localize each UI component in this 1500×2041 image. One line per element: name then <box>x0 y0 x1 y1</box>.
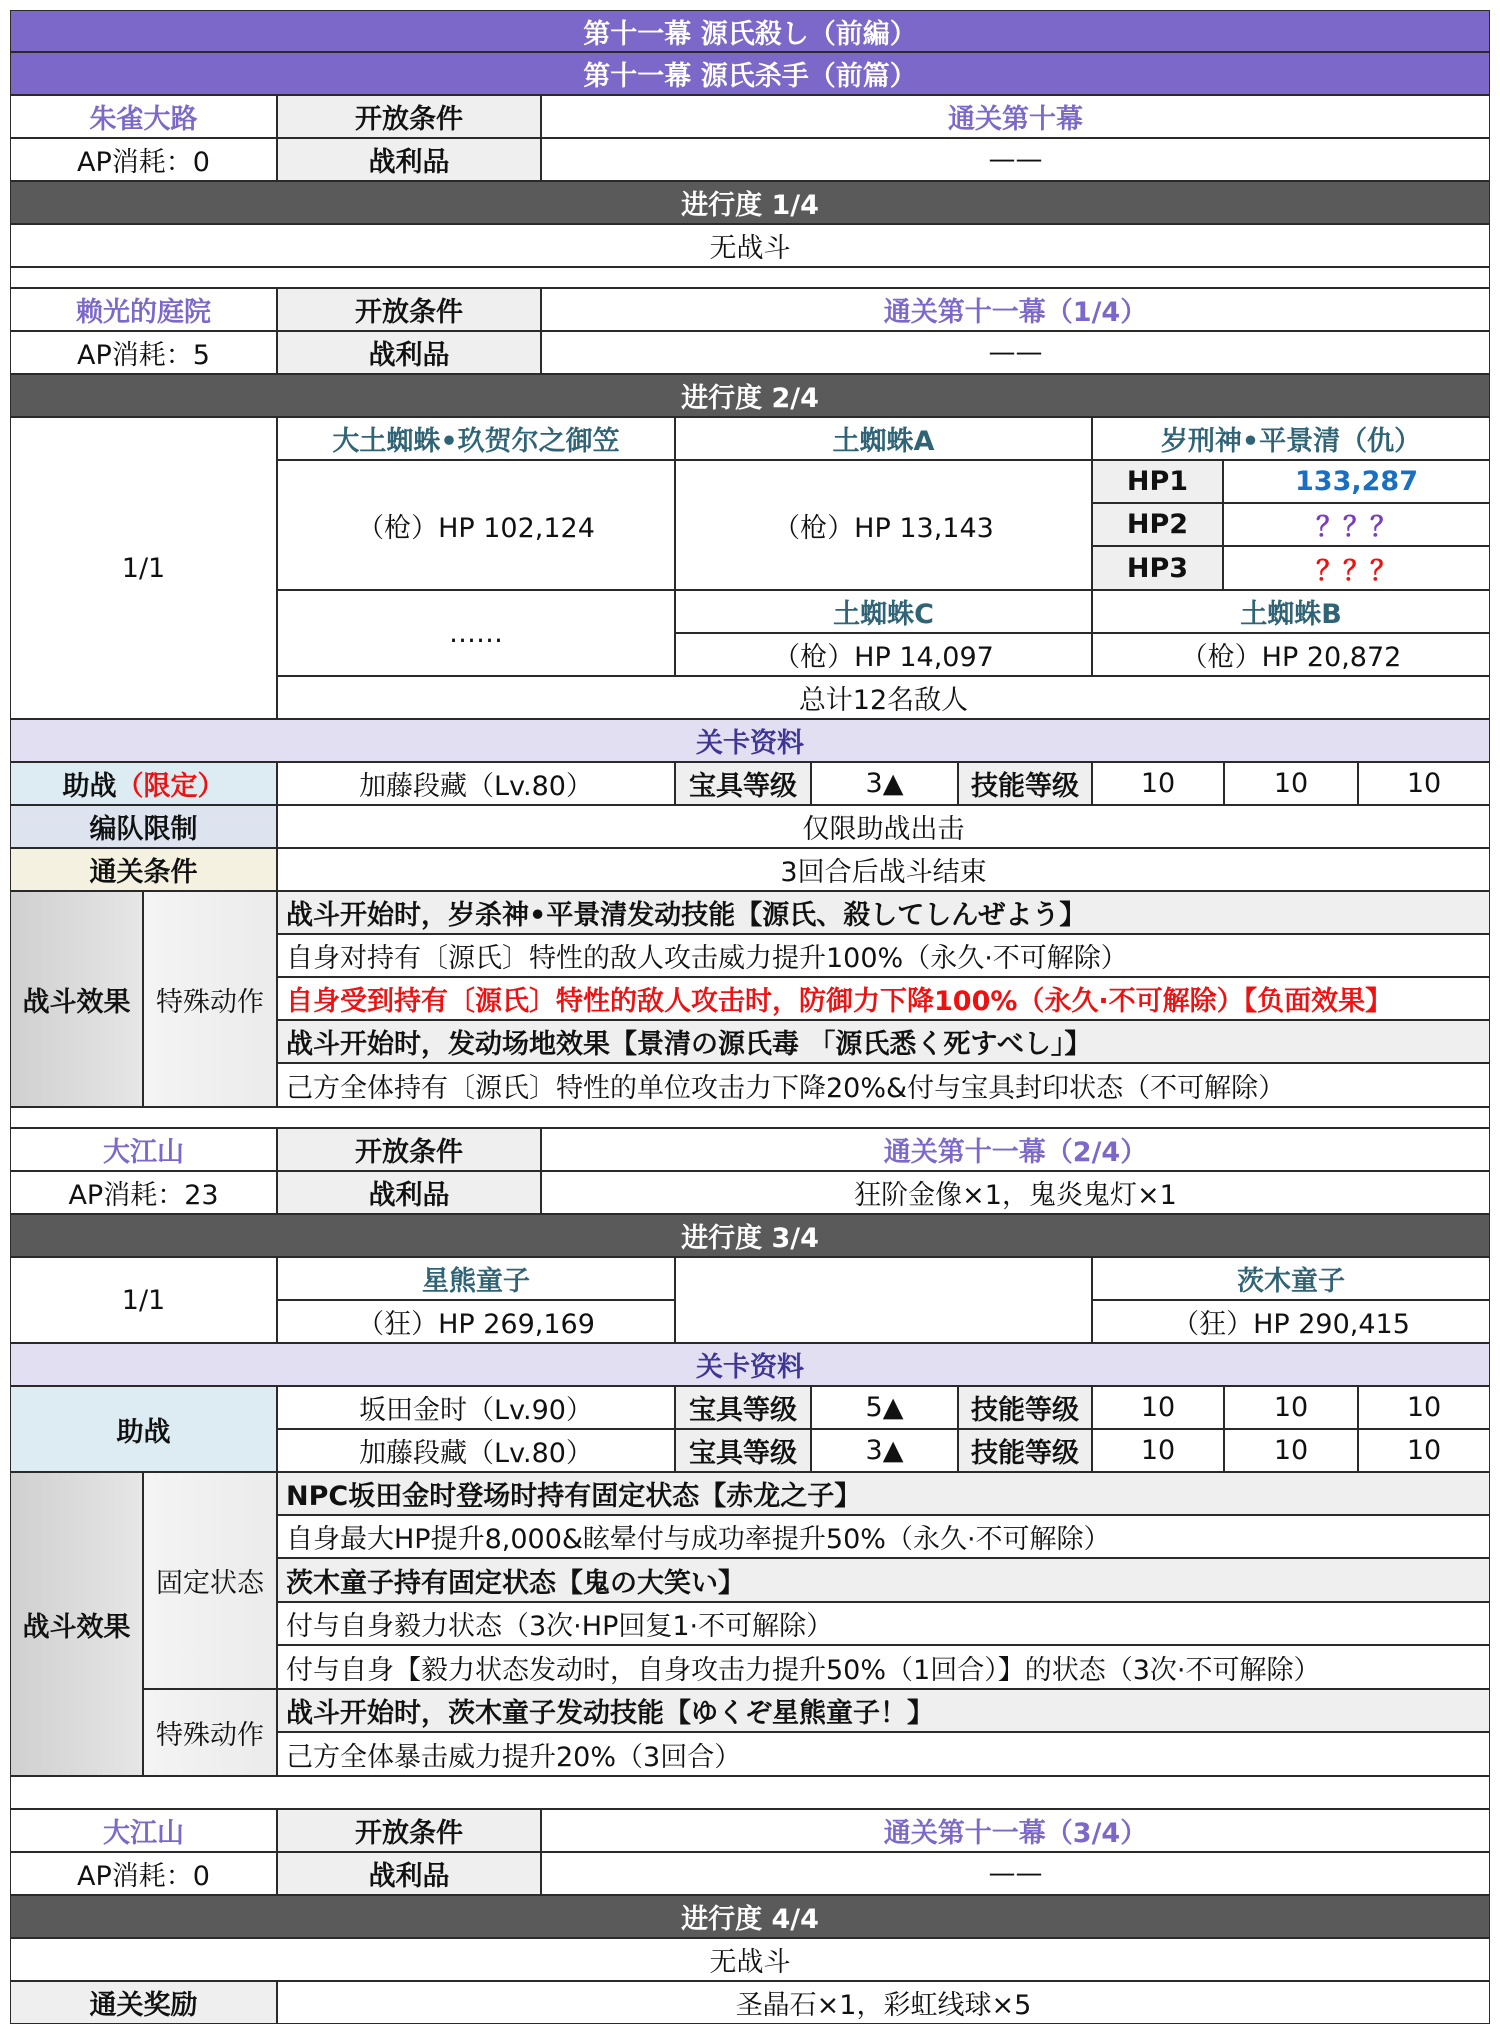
stage-2-ap-cost: AP消耗：5 <box>10 331 277 374</box>
stage-1-loot-label: 战利品 <box>277 138 541 181</box>
effect-line: 战斗开始时，茨木童子发动技能【ゆくぞ星熊童子！】 <box>277 1689 1490 1732</box>
chapter-title-jp: 第十一幕 源氏殺し（前編） <box>10 10 1490 52</box>
formation-limit-value: 仅限助战出击 <box>277 805 1490 848</box>
skill-3-level: 10 <box>1358 762 1490 805</box>
enemy-hp: （枪）HP 13,143 <box>675 460 1092 590</box>
np-level-value: 3▲ <box>811 1429 958 1472</box>
stage-1-progress: 进行度 1/4 <box>10 181 1490 224</box>
stage-4-loot: —— <box>541 1852 1490 1895</box>
clear-condition-value: 3回合后战斗结束 <box>277 848 1490 891</box>
enemy-name: 土蜘蛛A <box>675 417 1092 460</box>
stage-3-ap-cost: AP消耗：23 <box>10 1171 277 1214</box>
skill-2-level: 10 <box>1224 1429 1358 1472</box>
effect-line: NPC坂田金时登场时持有固定状态【赤龙之子】 <box>277 1472 1490 1515</box>
np-level-label: 宝具等级 <box>675 1429 811 1472</box>
stage-info-header: 关卡资料 <box>10 1343 1490 1386</box>
clear-reward-label: 通关奖励 <box>10 1981 277 2024</box>
battle-effect-label: 战斗效果 <box>10 1472 143 1776</box>
spacer-row <box>10 1776 1490 1809</box>
effect-line: 己方全体持有〔源氏〕特性的单位攻击力下降20%&付与宝具封印状态（不可解除） <box>277 1063 1490 1107</box>
special-action-label: 特殊动作 <box>143 891 277 1107</box>
enemy-name: 土蜘蛛B <box>1092 590 1490 633</box>
skill-1-level: 10 <box>1092 1429 1224 1472</box>
enemy-hp: （枪）HP 14,097 <box>675 633 1092 676</box>
skill-level-label: 技能等级 <box>958 1386 1092 1429</box>
stage-3-loot-label: 战利品 <box>277 1171 541 1214</box>
fixed-state-label: 固定状态 <box>143 1472 277 1689</box>
np-level-value: 5▲ <box>811 1386 958 1429</box>
skill-1-level: 10 <box>1092 1386 1224 1429</box>
effect-line-negative: 自身受到持有〔源氏〕特性的敌人攻击时，防御力下降100%（永久·不可解除）【负面效果】 <box>277 977 1490 1020</box>
hp-bar-label: HP1 <box>1092 460 1223 503</box>
np-level-label: 宝具等级 <box>675 1386 811 1429</box>
skill-3-level: 10 <box>1358 1429 1490 1472</box>
effect-line: 付与自身【毅力状态发动时，自身攻击力提升50%（1回合）】的状态（3次·不可解除） <box>277 1645 1490 1689</box>
stage-4-ap-cost: AP消耗：0 <box>10 1852 277 1895</box>
hp-bar-value: ？？？ <box>1223 546 1490 590</box>
effect-line: 自身最大HP提升8,000&眩晕付与成功率提升50%（永久·不可解除） <box>277 1515 1490 1558</box>
enemy-hp: （枪）HP 20,872 <box>1092 633 1490 676</box>
support-limited-label <box>10 762 277 805</box>
stage-4-progress: 进行度 4/4 <box>10 1895 1490 1938</box>
np-level-value: 3▲ <box>811 762 958 805</box>
hp-bar-label: HP2 <box>1092 503 1223 546</box>
effect-line: 战斗开始时，岁杀神•平景清发动技能【源氏、殺してしんぜよう】 <box>277 891 1490 934</box>
clear-reward-value: 圣晶石×1，彩虹线球×5 <box>277 1981 1490 2024</box>
enemy-hp: （狂）HP 290,415 <box>1092 1300 1490 1343</box>
enemy-name: 星熊童子 <box>277 1257 675 1300</box>
support-servant: 加藤段藏（Lv.80） <box>277 1429 675 1472</box>
stage-1-loot: —— <box>541 138 1490 181</box>
clear-condition-label: 通关条件 <box>10 848 277 891</box>
effect-line: 战斗开始时，发动场地效果【景清の源氏毒 「源氏悉く死すべし」】 <box>277 1020 1490 1063</box>
effect-line: 己方全体暴击威力提升20%（3回合） <box>277 1732 1490 1776</box>
chapter-title-cn: 第十一幕 源氏杀手（前篇） <box>10 52 1490 95</box>
stage-4-location: 大江山 <box>10 1809 277 1852</box>
stage-4-content: 无战斗 <box>10 1938 1490 1981</box>
enemy-name: 岁刑神•平景清（仇） <box>1092 417 1490 460</box>
stage-2-progress: 进行度 2/4 <box>10 374 1490 417</box>
enemy-total: 总计12名敌人 <box>277 676 1490 719</box>
enemy-name: 茨木童子 <box>1092 1257 1490 1300</box>
skill-level-label: 技能等级 <box>958 762 1092 805</box>
stage-3-location: 大江山 <box>10 1128 277 1171</box>
empty-enemy-slot <box>675 1257 1092 1343</box>
skill-2-level: 10 <box>1224 1386 1358 1429</box>
stage-info-header: 关卡资料 <box>10 719 1490 762</box>
support-servant: 加藤段藏（Lv.80） <box>277 762 675 805</box>
stage-1-location: 朱雀大路 <box>10 95 277 138</box>
stage-3-open-condition: 通关第十一幕（2/4） <box>541 1128 1490 1171</box>
enemy-name: 大土蜘蛛•玖贺尔之御笠 <box>277 417 675 460</box>
enemy-name: 土蜘蛛C <box>675 590 1092 633</box>
hp-bar-value: 133,287 <box>1223 460 1490 503</box>
enemy-hp: （狂）HP 269,169 <box>277 1300 675 1343</box>
stage-1-open-condition-label: 开放条件 <box>277 95 541 138</box>
stage-4-open-condition: 通关第十一幕（3/4） <box>541 1809 1490 1852</box>
limited-tag: （限定） <box>116 771 225 802</box>
special-action-label: 特殊动作 <box>143 1689 277 1776</box>
stage-2-loot-label: 战利品 <box>277 331 541 374</box>
stage-1-open-condition: 通关第十幕 <box>541 95 1490 138</box>
effect-line: 自身对持有〔源氏〕特性的敌人攻击威力提升100%（永久·不可解除） <box>277 934 1490 977</box>
stage-3-open-condition-label: 开放条件 <box>277 1128 541 1171</box>
spacer-row <box>10 1107 1490 1128</box>
stage-2-wave: 1/1 <box>10 417 277 719</box>
skill-level-label: 技能等级 <box>958 1429 1092 1472</box>
support-servant: 坂田金时（Lv.90） <box>277 1386 675 1429</box>
spacer-row <box>10 267 1490 288</box>
skill-2-level: 10 <box>1224 762 1358 805</box>
skill-3-level: 10 <box>1358 1386 1490 1429</box>
stage-4-loot-label: 战利品 <box>277 1852 541 1895</box>
stage-2-location: 赖光的庭院 <box>10 288 277 331</box>
formation-limit-label: 编队限制 <box>10 805 277 848</box>
stage-3-loot: 狂阶金像×1，鬼炎鬼灯×1 <box>541 1171 1490 1214</box>
hp-bar-value: ？？？ <box>1223 503 1490 546</box>
stage-4-open-condition-label: 开放条件 <box>277 1809 541 1852</box>
skill-1-level: 10 <box>1092 762 1224 805</box>
battle-effect-label: 战斗效果 <box>10 891 143 1107</box>
stage-2-open-condition: 通关第十一幕（1/4） <box>541 288 1490 331</box>
support-label-text: 助战 <box>62 771 117 802</box>
enemy-hp: （枪）HP 102,124 <box>277 460 675 590</box>
effect-line: 茨木童子持有固定状态【鬼の大笑い】 <box>277 1558 1490 1602</box>
stage-2-open-condition-label: 开放条件 <box>277 288 541 331</box>
stage-1-ap-cost: AP消耗：0 <box>10 138 277 181</box>
stage-3-wave: 1/1 <box>10 1257 277 1343</box>
stage-2-loot: —— <box>541 331 1490 374</box>
hp-bar-label: HP3 <box>1092 546 1223 590</box>
support-label: 助战 <box>10 1386 277 1472</box>
more-enemies-ellipsis: …… <box>277 590 675 676</box>
stage-3-progress: 进行度 3/4 <box>10 1214 1490 1257</box>
effect-line: 付与自身毅力状态（3次·HP回复1·不可解除） <box>277 1602 1490 1645</box>
np-level-label: 宝具等级 <box>675 762 811 805</box>
stage-1-content: 无战斗 <box>10 224 1490 267</box>
